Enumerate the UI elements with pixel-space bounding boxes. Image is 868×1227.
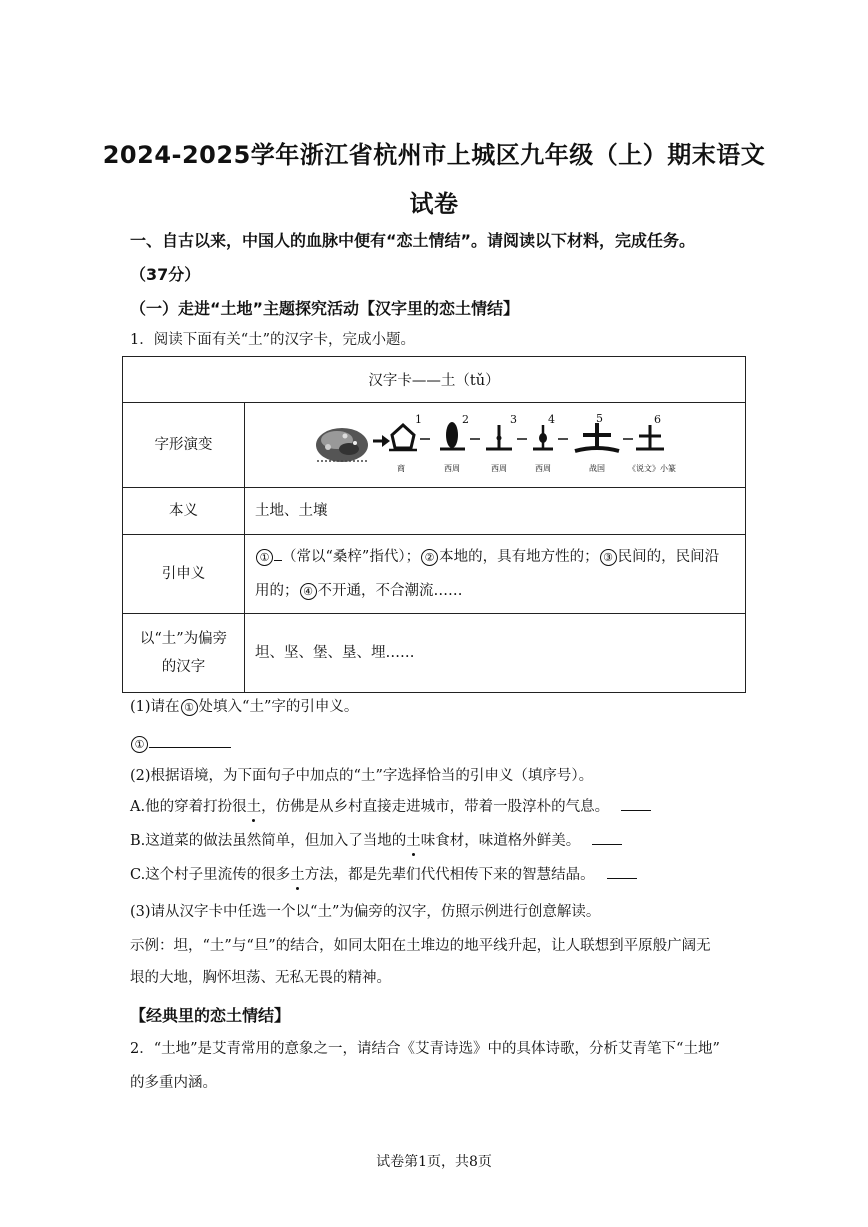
page-title-line2: 试卷 (409, 190, 459, 218)
answer-blank[interactable] (274, 544, 282, 561)
circled-number-2: ② (421, 549, 438, 566)
page-title: 2024-2025学年浙江省杭州市上城区九年级（上）期末语文 (102, 141, 766, 169)
question-1-1: (1)请在 ① 处填入“土”字的引申义。 (130, 699, 359, 715)
sentence-c: C.这个村子里流传的很多土方法，都是先辈们代代相传下来的智慧结晶。 (130, 862, 637, 885)
glyph-number-3: 3 (510, 413, 517, 426)
glyph-evolution-figure (245, 403, 745, 483)
question-1-3: (3)请从汉字卡中任选一个以“土”为偏旁的汉字，仿照示例进行创意解读。 (130, 904, 601, 920)
glyph-2 (440, 422, 465, 449)
answer-input-c[interactable] (607, 862, 637, 879)
example-line-1: 示例：坦，“土”与“旦”的结合，如同太阳在土堆边的地平线升起，让人联想到平原般广阔无 (130, 938, 711, 954)
answer-input-a[interactable] (621, 794, 651, 811)
extended-part-line2: 用的； (255, 583, 299, 599)
answer-marker: ① (131, 736, 148, 753)
extended-value (245, 535, 746, 614)
page-footer: 试卷第1页，共8页 (376, 1154, 492, 1170)
dotted-char-a: 土 (246, 799, 262, 815)
section-heading: 一、自古以来，中国人的血脉中便有“恋土情结”。请阅读以下材料，完成任务。 (130, 231, 696, 250)
dotted-char-c: 土 (290, 867, 305, 883)
extended-part-3: 民间的，民间沿 (617, 549, 720, 565)
subsection-heading-2: 【经典里的恋土情结】 (130, 1006, 291, 1025)
extended-part-1: （常以“桑梓”指代）； (282, 549, 421, 565)
glyph-4 (533, 425, 553, 449)
era-label-5: 战国 (589, 464, 605, 473)
subsection-heading: （一）走进“土地”主题探究活动【汉字里的恋土情结】 (130, 299, 520, 318)
question-1-intro: 1．阅读下面有关“土”的汉字卡，完成小题。 (130, 332, 416, 348)
circled-number-3: ③ (600, 549, 617, 566)
glyph-number-1: 1 (415, 413, 422, 426)
question-2-line1: 2．“土地”是艾青常用的意象之一，请结合《艾青诗选》中的具体诗歌，分析艾青笔下“土地” (130, 1041, 720, 1057)
extended-label: 引申义 (123, 535, 245, 614)
glyph-1 (389, 425, 417, 450)
era-label-6: 《说文》小篆 (628, 464, 676, 473)
section-heading-score: （37分） (130, 265, 201, 284)
circled-number-ref: ① (181, 699, 198, 716)
extended-part-4: 不开通，不合潮流…… (317, 583, 463, 599)
answer-line-1 (130, 731, 231, 754)
sentence-a: A.他的穿着打扮很土，仿佛是从乡村直接走进城市，带着一股淳朴的气息。 (130, 794, 651, 817)
arrow-right-icon (373, 435, 390, 447)
meaning-label: 本义 (123, 488, 245, 535)
answer-input-1[interactable] (149, 731, 231, 748)
radical-label (123, 614, 245, 693)
character-card (122, 356, 746, 693)
evolution-cell (245, 403, 746, 488)
example-line-2: 垠的大地，胸怀坦荡、无私无畏的精神。 (130, 970, 391, 986)
glyph-number-6: 6 (654, 413, 661, 426)
glyph-5 (575, 423, 619, 451)
question-1-2: (2)根据语境，为下面句子中加点的“土”字选择恰当的引申义（填序号）。 (130, 768, 594, 784)
meaning-value: 土地、土壤 (245, 488, 746, 535)
glyph-number-5: 5 (596, 412, 603, 425)
glyph-6 (636, 425, 664, 449)
glyph-3 (486, 425, 512, 449)
extended-part-2: 本地的，具有地方性的； (439, 549, 599, 565)
sentence-b: B.这道菜的做法虽然简单，但加入了当地的土味食材，味道格外鲜美。 (130, 828, 622, 851)
circled-number-1: ① (256, 549, 273, 566)
glyph-number-4: 4 (548, 413, 555, 426)
question-2-line2: 的多重内涵。 (130, 1075, 217, 1091)
era-label-1: 商 (397, 464, 405, 473)
era-label-2: 西周 (444, 464, 460, 473)
circled-number-4: ④ (300, 583, 317, 600)
evolution-label: 字形演变 (123, 403, 245, 488)
answer-input-b[interactable] (592, 828, 622, 845)
rock-lump-icon (316, 428, 369, 462)
era-label-3: 西周 (491, 464, 507, 473)
radical-label-line1: 以“土”为偏旁 (139, 631, 228, 647)
radical-label-line2: 的汉字 (161, 659, 206, 675)
card-title: 汉字卡——土（tǔ） (123, 357, 746, 403)
dotted-char-b: 土 (406, 833, 421, 849)
era-label-4: 西周 (535, 464, 551, 473)
glyph-number-2: 2 (462, 413, 469, 426)
radical-value: 坦、坚、堡、垦、埋…… (245, 614, 746, 693)
